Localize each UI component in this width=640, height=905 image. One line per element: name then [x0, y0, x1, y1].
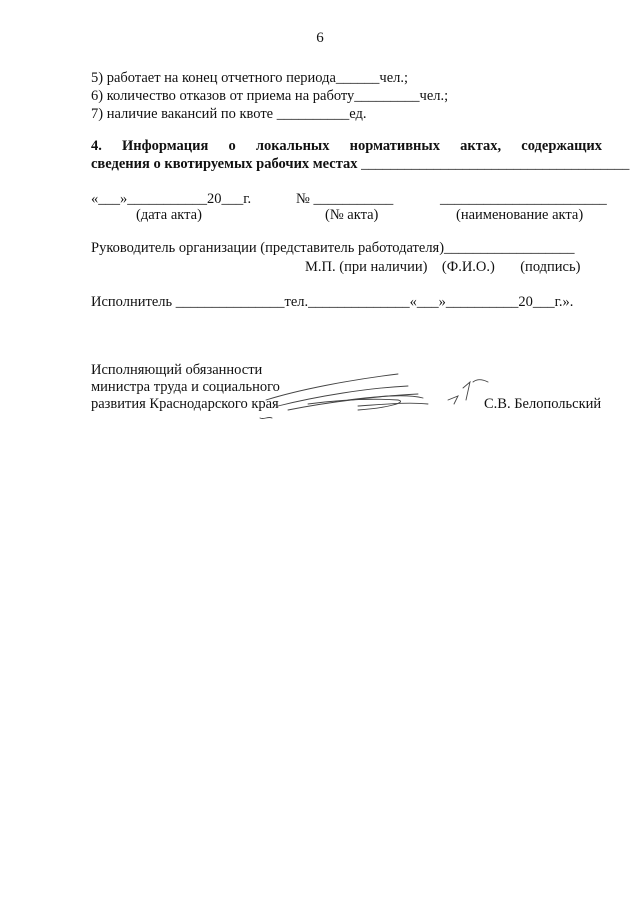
signatory-title-line2: министра труда и социального: [91, 379, 280, 395]
section4-heading-line2-blank: _____________________________________: [361, 156, 630, 172]
item-5: 5) работает на конец отчетного периода______чел.;: [91, 70, 409, 86]
section4-heading-line2-text: сведения о квотируемых рабочих местах: [91, 156, 358, 172]
act-number-caption: (№ акта): [325, 207, 379, 223]
act-date-caption: (дата акта): [136, 207, 202, 223]
item-7: 7) наличие вакансий по квоте __________ед.: [91, 106, 367, 122]
head-captions: М.П. (при наличии) (Ф.И.О.) (подпись): [305, 259, 581, 275]
handwritten-signature: [258, 360, 498, 430]
item-6: 6) количество отказов от приема на работу_________чел.;: [91, 88, 449, 104]
section4-heading-line2: [91, 156, 629, 172]
page-number: 6: [316, 30, 324, 46]
signatory-title-line3: развития Краснодарского края: [91, 396, 279, 412]
head-line: Руководитель организации (представитель работодателя)__________________: [91, 240, 575, 256]
act-name-field: _______________________: [440, 191, 607, 207]
section4-heading-line1: 4. Информация о локальных нормативных актах, содержащих: [91, 138, 602, 154]
executor-line: Исполнитель _______________тел.______________«___»__________20___г.».: [91, 294, 574, 310]
act-number-field: № ___________: [296, 191, 394, 207]
act-date-field: «___»___________20___г.: [91, 191, 252, 207]
signatory-title-line1: Исполняющий обязанности: [91, 362, 263, 378]
act-name-caption: (наименование акта): [456, 207, 584, 223]
signatory-name: С.В. Белопольский: [484, 396, 602, 412]
